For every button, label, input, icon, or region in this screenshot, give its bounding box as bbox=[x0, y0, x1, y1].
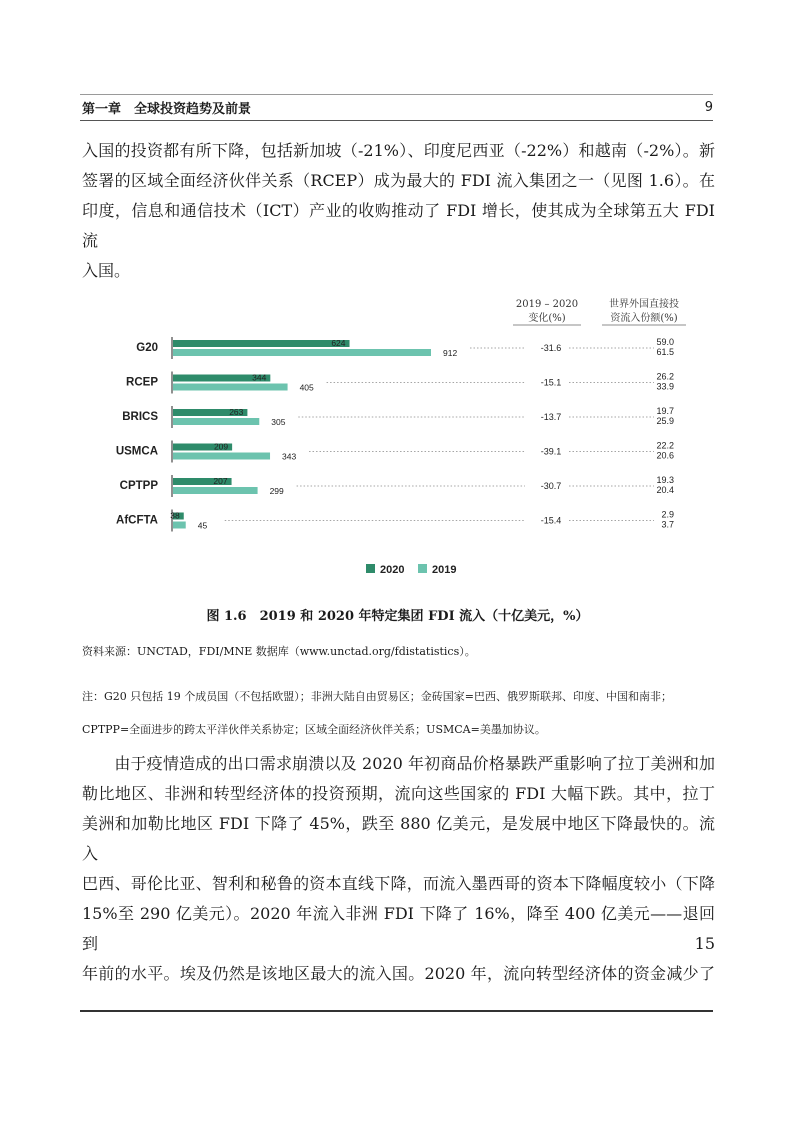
change-pct: -31.6 bbox=[540, 343, 562, 353]
share-header: 世界外国直接投 bbox=[609, 299, 679, 310]
value-label-2020: 344 bbox=[252, 372, 267, 383]
fdi-bar-chart bbox=[100, 284, 690, 594]
share-2019: 25.9 bbox=[656, 416, 674, 426]
paragraph-1 bbox=[82, 136, 715, 286]
change-pct: -30.7 bbox=[540, 481, 562, 491]
note-line: CPTPP=全面进步的跨太平洋伙伴关系协定；区域全面经济伙伴关系；USMCA=美墨加协议。 bbox=[82, 723, 546, 736]
share-2019: 20.4 bbox=[656, 485, 674, 495]
value-label-2019: 299 bbox=[269, 486, 284, 496]
share-2020: 59.0 bbox=[656, 337, 674, 347]
value-label-2019: 912 bbox=[443, 348, 458, 358]
share-2020: 22.2 bbox=[656, 440, 674, 451]
paragraph-line: 巴西、哥伦比亚、智利和秘鲁的资本直线下降，而流入墨西哥的资本下降幅度较小（下降 bbox=[82, 874, 715, 893]
share-2020: 2.9 bbox=[661, 509, 674, 520]
value-label-2019: 45 bbox=[197, 520, 208, 531]
paragraph-line: 美洲和加勒比地区 FDI 下降了 45%，跌至 880 亿美元，是发展中地区下降最快的。流入 bbox=[82, 814, 715, 863]
share-2020: 19.7 bbox=[656, 406, 674, 416]
value-label-2020: 624 bbox=[331, 338, 346, 348]
category-label: USMCA bbox=[115, 445, 158, 458]
header-top-rule bbox=[80, 94, 713, 95]
value-label-2019: 305 bbox=[271, 417, 286, 427]
footer-rule bbox=[80, 1010, 713, 1012]
value-label-2019: 405 bbox=[299, 382, 314, 393]
page-header bbox=[82, 98, 713, 117]
share-2019: 3.7 bbox=[661, 519, 674, 530]
bar-2019 bbox=[173, 522, 186, 529]
header-bottom-rule bbox=[80, 120, 713, 121]
paragraph-line: 入国。 bbox=[82, 261, 131, 280]
change-header: 变化(%) bbox=[528, 313, 566, 324]
paragraph-line: 由于疫情造成的出口需求崩溃以及 2020 年初商品价格暴跌严重影响了拉丁美洲和加 bbox=[82, 754, 715, 773]
category-label: G20 bbox=[136, 342, 158, 354]
legend-label-2020: 2020 bbox=[380, 564, 405, 576]
share-2019: 20.6 bbox=[656, 450, 674, 461]
share-2020: 19.3 bbox=[656, 475, 674, 485]
page-number: 9 bbox=[704, 100, 713, 115]
bar-2019 bbox=[173, 418, 259, 425]
legend-label-2019: 2019 bbox=[432, 564, 457, 576]
note-line: 注：G20 只包括 19 个成员国（不包括欧盟）；非洲大陆自由贸易区；金砖国家=巴西、俄罗斯联邦、印度、中国和南非； bbox=[82, 690, 672, 703]
chapter-title: 第一章 全球投资趋势及前景 bbox=[82, 102, 252, 117]
bar-2019 bbox=[173, 487, 258, 494]
paragraph-line: 签署的区域全面经济伙伴关系（RCEP）成为最大的 FDI 流入集团之一（见图 1.6）。在 bbox=[82, 171, 715, 190]
change-pct: -15.4 bbox=[540, 515, 562, 526]
bar-2019 bbox=[173, 384, 288, 391]
value-label-2020: 209 bbox=[213, 441, 229, 452]
paragraph-line: 15%至 290 亿美元）。2020 年流入非洲 FDI 下降了 16%，降至 400 亿美元——退回到 15 bbox=[82, 904, 715, 953]
paragraph-line: 勒比地区、非洲和转型经济体的投资预期，流向这些国家的 FDI 大幅下跌。其中，拉丁 bbox=[82, 784, 715, 803]
change-pct: -15.1 bbox=[540, 377, 562, 388]
category-label: RCEP bbox=[126, 376, 158, 389]
paragraph-line: 入国的投资都有所下降，包括新加坡（-21%）、印度尼西亚（-22%）和越南（-2%）。新 bbox=[82, 141, 715, 160]
figure-caption: 图 1.6 2019 和 2020 年特定集团 FDI 流入（十亿美元，%） bbox=[206, 609, 589, 624]
legend-swatch-2020 bbox=[366, 564, 375, 573]
category-label: BRICS bbox=[122, 411, 158, 423]
value-label-2020: 38 bbox=[170, 510, 180, 521]
bar-2019 bbox=[173, 349, 431, 356]
figure-source: 资料来源：UNCTAD，FDI/MNE 数据库（www.unctad.org/fdistatistics）。 bbox=[82, 645, 476, 658]
figure-note bbox=[82, 680, 715, 746]
value-label-2019: 343 bbox=[282, 451, 297, 462]
change-pct: -39.1 bbox=[540, 446, 562, 457]
category-label: CPTPP bbox=[119, 480, 158, 492]
paragraph-line: 印度，信息和通信技术（ICT）产业的收购推动了 FDI 增长，使其成为全球第五大 FDI 流 bbox=[82, 201, 715, 250]
value-label-2020: 207 bbox=[213, 476, 228, 486]
category-label: AfCFTA bbox=[116, 514, 158, 527]
share-header: 资流入份额(%) bbox=[610, 313, 678, 324]
legend-swatch-2019 bbox=[418, 564, 427, 573]
bar-2020 bbox=[173, 340, 350, 347]
share-2019: 61.5 bbox=[656, 347, 674, 357]
value-label-2020: 263 bbox=[229, 407, 244, 417]
bar-2019 bbox=[173, 453, 270, 460]
paragraph-line: 年前的水平。埃及仍然是该地区最大的流入国。2020 年，流向转型经济体的资金减少了 bbox=[82, 964, 715, 983]
change-header: 2019 – 2020 bbox=[515, 299, 579, 310]
change-pct: -13.7 bbox=[540, 412, 562, 422]
share-2020: 26.2 bbox=[656, 371, 674, 382]
paragraph-2 bbox=[82, 749, 715, 989]
share-2019: 33.9 bbox=[656, 381, 674, 392]
